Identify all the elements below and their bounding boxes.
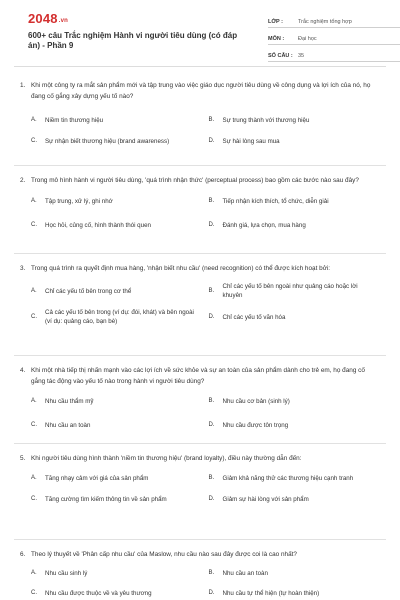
- question-text: Trong mô hình hành vi người tiêu dùng, 'quá trình nhận thức' (perceptual process) bao gồm các bước nào sau đây?: [31, 177, 359, 184]
- option-b[interactable]: [209, 397, 387, 406]
- question-text: Khi một nhà tiếp thị nhấn mạnh vào các lợi ích về sức khỏe và sự an toàn của sản phẩm dành cho trẻ em, họ đang cố gắng tác động vào yếu tố nào trong hành vi người tiêu dùng?: [31, 367, 365, 385]
- option-text: Chỉ các yếu tố văn hóa: [222, 313, 286, 321]
- option-grid: [14, 116, 386, 146]
- option-d[interactable]: [209, 495, 387, 504]
- info-row-subject: [268, 31, 400, 45]
- option-text: Nhu cầu cơ bản (sinh lý): [222, 398, 290, 405]
- site-logo[interactable]: 2048.vn: [28, 11, 69, 26]
- option-letter: C.: [31, 222, 37, 228]
- option-b[interactable]: [209, 474, 387, 483]
- question-number: 4.: [20, 367, 26, 374]
- option-text: Sự nhận biết thương hiệu (brand awareness): [45, 138, 170, 145]
- option-text: Tăng cường tìm kiếm thông tin về sản phẩm: [45, 496, 167, 503]
- option-grid: [14, 397, 386, 430]
- option-letter: B.: [208, 287, 215, 294]
- option-letter: B.: [208, 570, 215, 576]
- option-d[interactable]: [209, 308, 387, 326]
- option-letter: A.: [31, 398, 37, 404]
- option-d[interactable]: [209, 589, 387, 598]
- option-letter: C.: [31, 590, 37, 596]
- option-text: Nhu cầu được thuộc về và yêu thương: [45, 590, 152, 597]
- option-text: Đánh giá, lựa chọn, mua hàng: [222, 222, 306, 229]
- info-label: MÔN :: [268, 36, 285, 42]
- option-c[interactable]: [31, 589, 209, 598]
- question-text: Khi người tiêu dùng hình thành 'niềm tin thương hiệu' (brand loyalty), điều này thường dẫn đến:: [31, 455, 302, 462]
- option-letter: C.: [31, 496, 37, 502]
- info-label: LỚP :: [268, 19, 283, 25]
- option-text: Nhu cầu sinh lý: [45, 570, 88, 577]
- option-a[interactable]: [31, 474, 209, 483]
- info-label: SỐ CÂU :: [268, 53, 293, 59]
- option-letter: B.: [208, 475, 215, 481]
- option-letter: D.: [208, 222, 215, 228]
- option-text: Nhu cầu tự thể hiện (tự hoàn thiện): [222, 590, 320, 597]
- option-letter: A.: [31, 475, 37, 481]
- option-a[interactable]: [31, 282, 209, 300]
- question-item: [14, 444, 386, 540]
- question-item: [14, 78, 386, 166]
- document-title: 600+ câu Trắc nghiệm Hành vi người tiêu dùng (có đáp án) - Phần 9: [28, 31, 238, 50]
- option-text: Nhu cầu an toàn: [45, 422, 91, 429]
- document-header: [14, 0, 386, 62]
- option-text: Niềm tin thương hiệu: [45, 117, 104, 124]
- option-b[interactable]: [209, 569, 387, 578]
- option-text: Tập trung, xử lý, ghi nhớ: [45, 198, 113, 205]
- option-text: Học hỏi, củng cố, hình thành thói quen: [45, 222, 151, 229]
- question-text: Trong quá trình ra quyết định mua hàng, 'nhận biết nhu cầu' (need recognition) có thể được kích hoạt bởi:: [31, 265, 331, 272]
- question-list: [14, 78, 386, 600]
- option-grid: [14, 197, 386, 230]
- option-letter: D.: [208, 138, 215, 144]
- option-text: Tiếp nhận kích thích, tổ chức, diễn giải: [222, 198, 329, 205]
- option-letter: D.: [208, 496, 215, 502]
- option-text: Tăng nhạy cảm với giá của sản phẩm: [45, 475, 149, 482]
- info-row-class: [268, 14, 400, 28]
- question-item: [14, 254, 386, 356]
- option-text: Chỉ các yếu tố bên trong cơ thể: [45, 287, 132, 295]
- question-item: [14, 356, 386, 444]
- option-letter: B.: [208, 117, 215, 123]
- document-info: [268, 14, 400, 65]
- option-grid: [14, 569, 386, 598]
- option-text: Giảm khả năng thử các thương hiệu cạnh tranh: [222, 475, 354, 482]
- question-item: [14, 166, 386, 254]
- option-letter: D.: [208, 313, 215, 320]
- option-d[interactable]: [209, 137, 387, 146]
- option-d[interactable]: [209, 421, 387, 430]
- option-d[interactable]: [209, 221, 387, 230]
- option-letter: B.: [208, 198, 215, 204]
- option-letter: D.: [208, 422, 215, 428]
- option-b[interactable]: [209, 197, 387, 206]
- option-c[interactable]: [31, 495, 209, 504]
- option-text: Sự hài lòng sau mua: [222, 138, 280, 145]
- info-row-count: [268, 48, 400, 62]
- option-c[interactable]: [31, 221, 209, 230]
- option-grid: [14, 474, 386, 504]
- option-letter: C.: [31, 313, 37, 320]
- question-number: 1.: [20, 82, 26, 89]
- info-value: 35: [298, 53, 305, 59]
- question-item: [14, 540, 386, 600]
- option-text: Cả các yếu tố bên trong (ví dụ: đói, khát) và bên ngoài (ví dụ: quảng cáo, bạn bè): [45, 309, 194, 325]
- question-text: Khi một công ty ra mắt sản phẩm mới và tập trung vào việc giáo dục người tiêu dùng về công dụng và lợi ích của nó, họ đang cố gắng xây dựng yếu tố nào?: [31, 82, 371, 100]
- option-a[interactable]: [31, 397, 209, 406]
- option-letter: A.: [31, 198, 37, 204]
- option-a[interactable]: [31, 116, 209, 125]
- question-number: 5.: [20, 455, 26, 462]
- info-value: Đại học: [298, 36, 317, 42]
- question-text: Theo lý thuyết về 'Phân cấp nhu cầu' của Maslow, nhu cầu nào sau đây được coi là cao nhất?: [31, 551, 297, 558]
- question-number: 2.: [20, 177, 26, 184]
- header-divider: [14, 66, 386, 67]
- question-number: 6.: [20, 551, 26, 558]
- option-c[interactable]: [31, 308, 209, 326]
- option-letter: A.: [31, 570, 37, 576]
- option-c[interactable]: [31, 137, 209, 146]
- question-number: 3.: [20, 265, 26, 272]
- option-letter: B.: [208, 398, 215, 404]
- option-text: Nhu cầu an toàn: [222, 570, 268, 577]
- option-text: Giảm sự hài lòng với sản phẩm: [222, 496, 309, 503]
- option-b[interactable]: [209, 282, 387, 300]
- option-a[interactable]: [31, 569, 209, 578]
- option-c[interactable]: [31, 421, 209, 430]
- option-text: Nhu cầu được tôn trọng: [222, 422, 289, 429]
- option-text: Chỉ các yếu tố bên ngoài như quảng cáo hoặc lời khuyên: [222, 283, 358, 299]
- option-letter: D.: [208, 590, 215, 596]
- option-letter: A.: [31, 287, 37, 294]
- option-letter: C.: [31, 138, 37, 144]
- option-letter: C.: [31, 422, 37, 428]
- option-text: Nhu cầu thẩm mỹ: [45, 398, 94, 405]
- option-letter: A.: [31, 117, 37, 123]
- option-b[interactable]: [209, 116, 387, 125]
- info-value: Trắc nghiệm tổng hợp: [298, 19, 352, 25]
- option-grid: [14, 282, 386, 326]
- option-a[interactable]: [31, 197, 209, 206]
- option-text: Sự trung thành với thương hiệu: [222, 117, 310, 124]
